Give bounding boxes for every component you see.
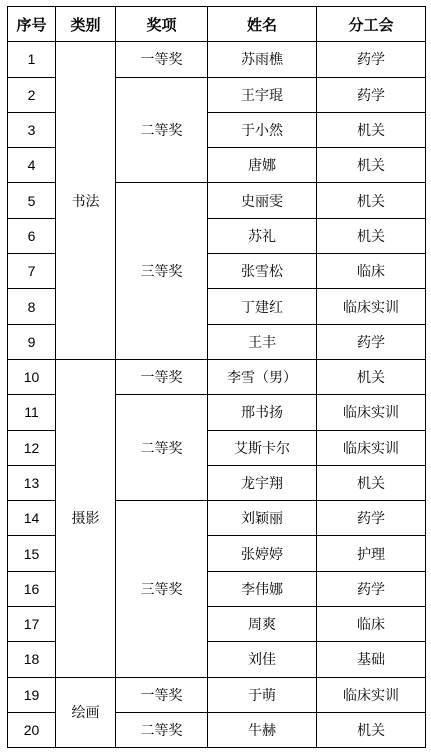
row-no: 12: [8, 430, 56, 465]
row-name: 艾斯卡尔: [208, 430, 317, 465]
row-unit: 机关: [317, 465, 426, 500]
row-unit: 机关: [317, 712, 426, 747]
row-unit: 临床: [317, 254, 426, 289]
row-name: 邢书扬: [208, 395, 317, 430]
category-cell: 摄影: [56, 359, 116, 677]
row-no: 4: [8, 148, 56, 183]
award-table: [7, 6, 426, 748]
row-unit: 临床实训: [317, 677, 426, 712]
row-name: 张雪松: [208, 254, 317, 289]
row-no: 1: [8, 42, 56, 77]
row-no: 16: [8, 571, 56, 606]
award-cell: 一等奖: [116, 42, 208, 77]
row-no: 20: [8, 712, 56, 747]
row-name: 张婷婷: [208, 536, 317, 571]
row-no: 15: [8, 536, 56, 571]
header-row: [8, 7, 426, 42]
row-unit: 药学: [317, 42, 426, 77]
row-name: 苏礼: [208, 218, 317, 253]
row-unit: 药学: [317, 571, 426, 606]
table-row: [8, 677, 426, 712]
award-cell: 二等奖: [116, 77, 208, 183]
row-unit: 基础: [317, 642, 426, 677]
row-no: 13: [8, 465, 56, 500]
row-no: 9: [8, 324, 56, 359]
header-unit: 分工会: [317, 7, 426, 42]
row-no: 11: [8, 395, 56, 430]
row-unit: 药学: [317, 501, 426, 536]
row-name: 史丽雯: [208, 183, 317, 218]
row-no: 14: [8, 501, 56, 536]
row-unit: 机关: [317, 112, 426, 147]
row-no: 5: [8, 183, 56, 218]
row-unit: 临床实训: [317, 395, 426, 430]
row-name: 周爽: [208, 607, 317, 642]
header-no: 序号: [8, 7, 56, 42]
row-no: 7: [8, 254, 56, 289]
row-unit: 临床: [317, 607, 426, 642]
row-name: 刘颖丽: [208, 501, 317, 536]
row-name: 龙宇翔: [208, 465, 317, 500]
row-name: 丁建红: [208, 289, 317, 324]
award-cell: 二等奖: [116, 712, 208, 747]
row-name: 苏雨樵: [208, 42, 317, 77]
award-cell: 二等奖: [116, 395, 208, 501]
header-category: 类别: [56, 7, 116, 42]
row-no: 6: [8, 218, 56, 253]
award-cell: 一等奖: [116, 677, 208, 712]
row-no: 18: [8, 642, 56, 677]
row-name: 李雪（男）: [208, 359, 317, 394]
header-name: 姓名: [208, 7, 317, 42]
row-name: 王宇琨: [208, 77, 317, 112]
award-cell: 三等奖: [116, 183, 208, 359]
row-unit: 药学: [317, 324, 426, 359]
row-unit: 临床实训: [317, 289, 426, 324]
header-award: 奖项: [116, 7, 208, 42]
row-no: 8: [8, 289, 56, 324]
row-unit: 护理: [317, 536, 426, 571]
row-unit: 药学: [317, 77, 426, 112]
award-cell: 三等奖: [116, 501, 208, 677]
row-name: 唐娜: [208, 148, 317, 183]
row-unit: 机关: [317, 218, 426, 253]
category-cell: 绘画: [56, 677, 116, 748]
row-name: 刘佳: [208, 642, 317, 677]
row-unit: 临床实训: [317, 430, 426, 465]
row-name: 李伟娜: [208, 571, 317, 606]
row-no: 2: [8, 77, 56, 112]
row-name: 王丰: [208, 324, 317, 359]
row-unit: 机关: [317, 148, 426, 183]
row-no: 17: [8, 607, 56, 642]
row-unit: 机关: [317, 359, 426, 394]
award-cell: 一等奖: [116, 359, 208, 394]
row-name: 牛赫: [208, 712, 317, 747]
row-name: 于小然: [208, 112, 317, 147]
row-name: 于萌: [208, 677, 317, 712]
table-row: [8, 42, 426, 77]
row-no: 3: [8, 112, 56, 147]
table-row: [8, 359, 426, 394]
row-unit: 机关: [317, 183, 426, 218]
row-no: 19: [8, 677, 56, 712]
category-cell: 书法: [56, 42, 116, 360]
row-no: 10: [8, 359, 56, 394]
